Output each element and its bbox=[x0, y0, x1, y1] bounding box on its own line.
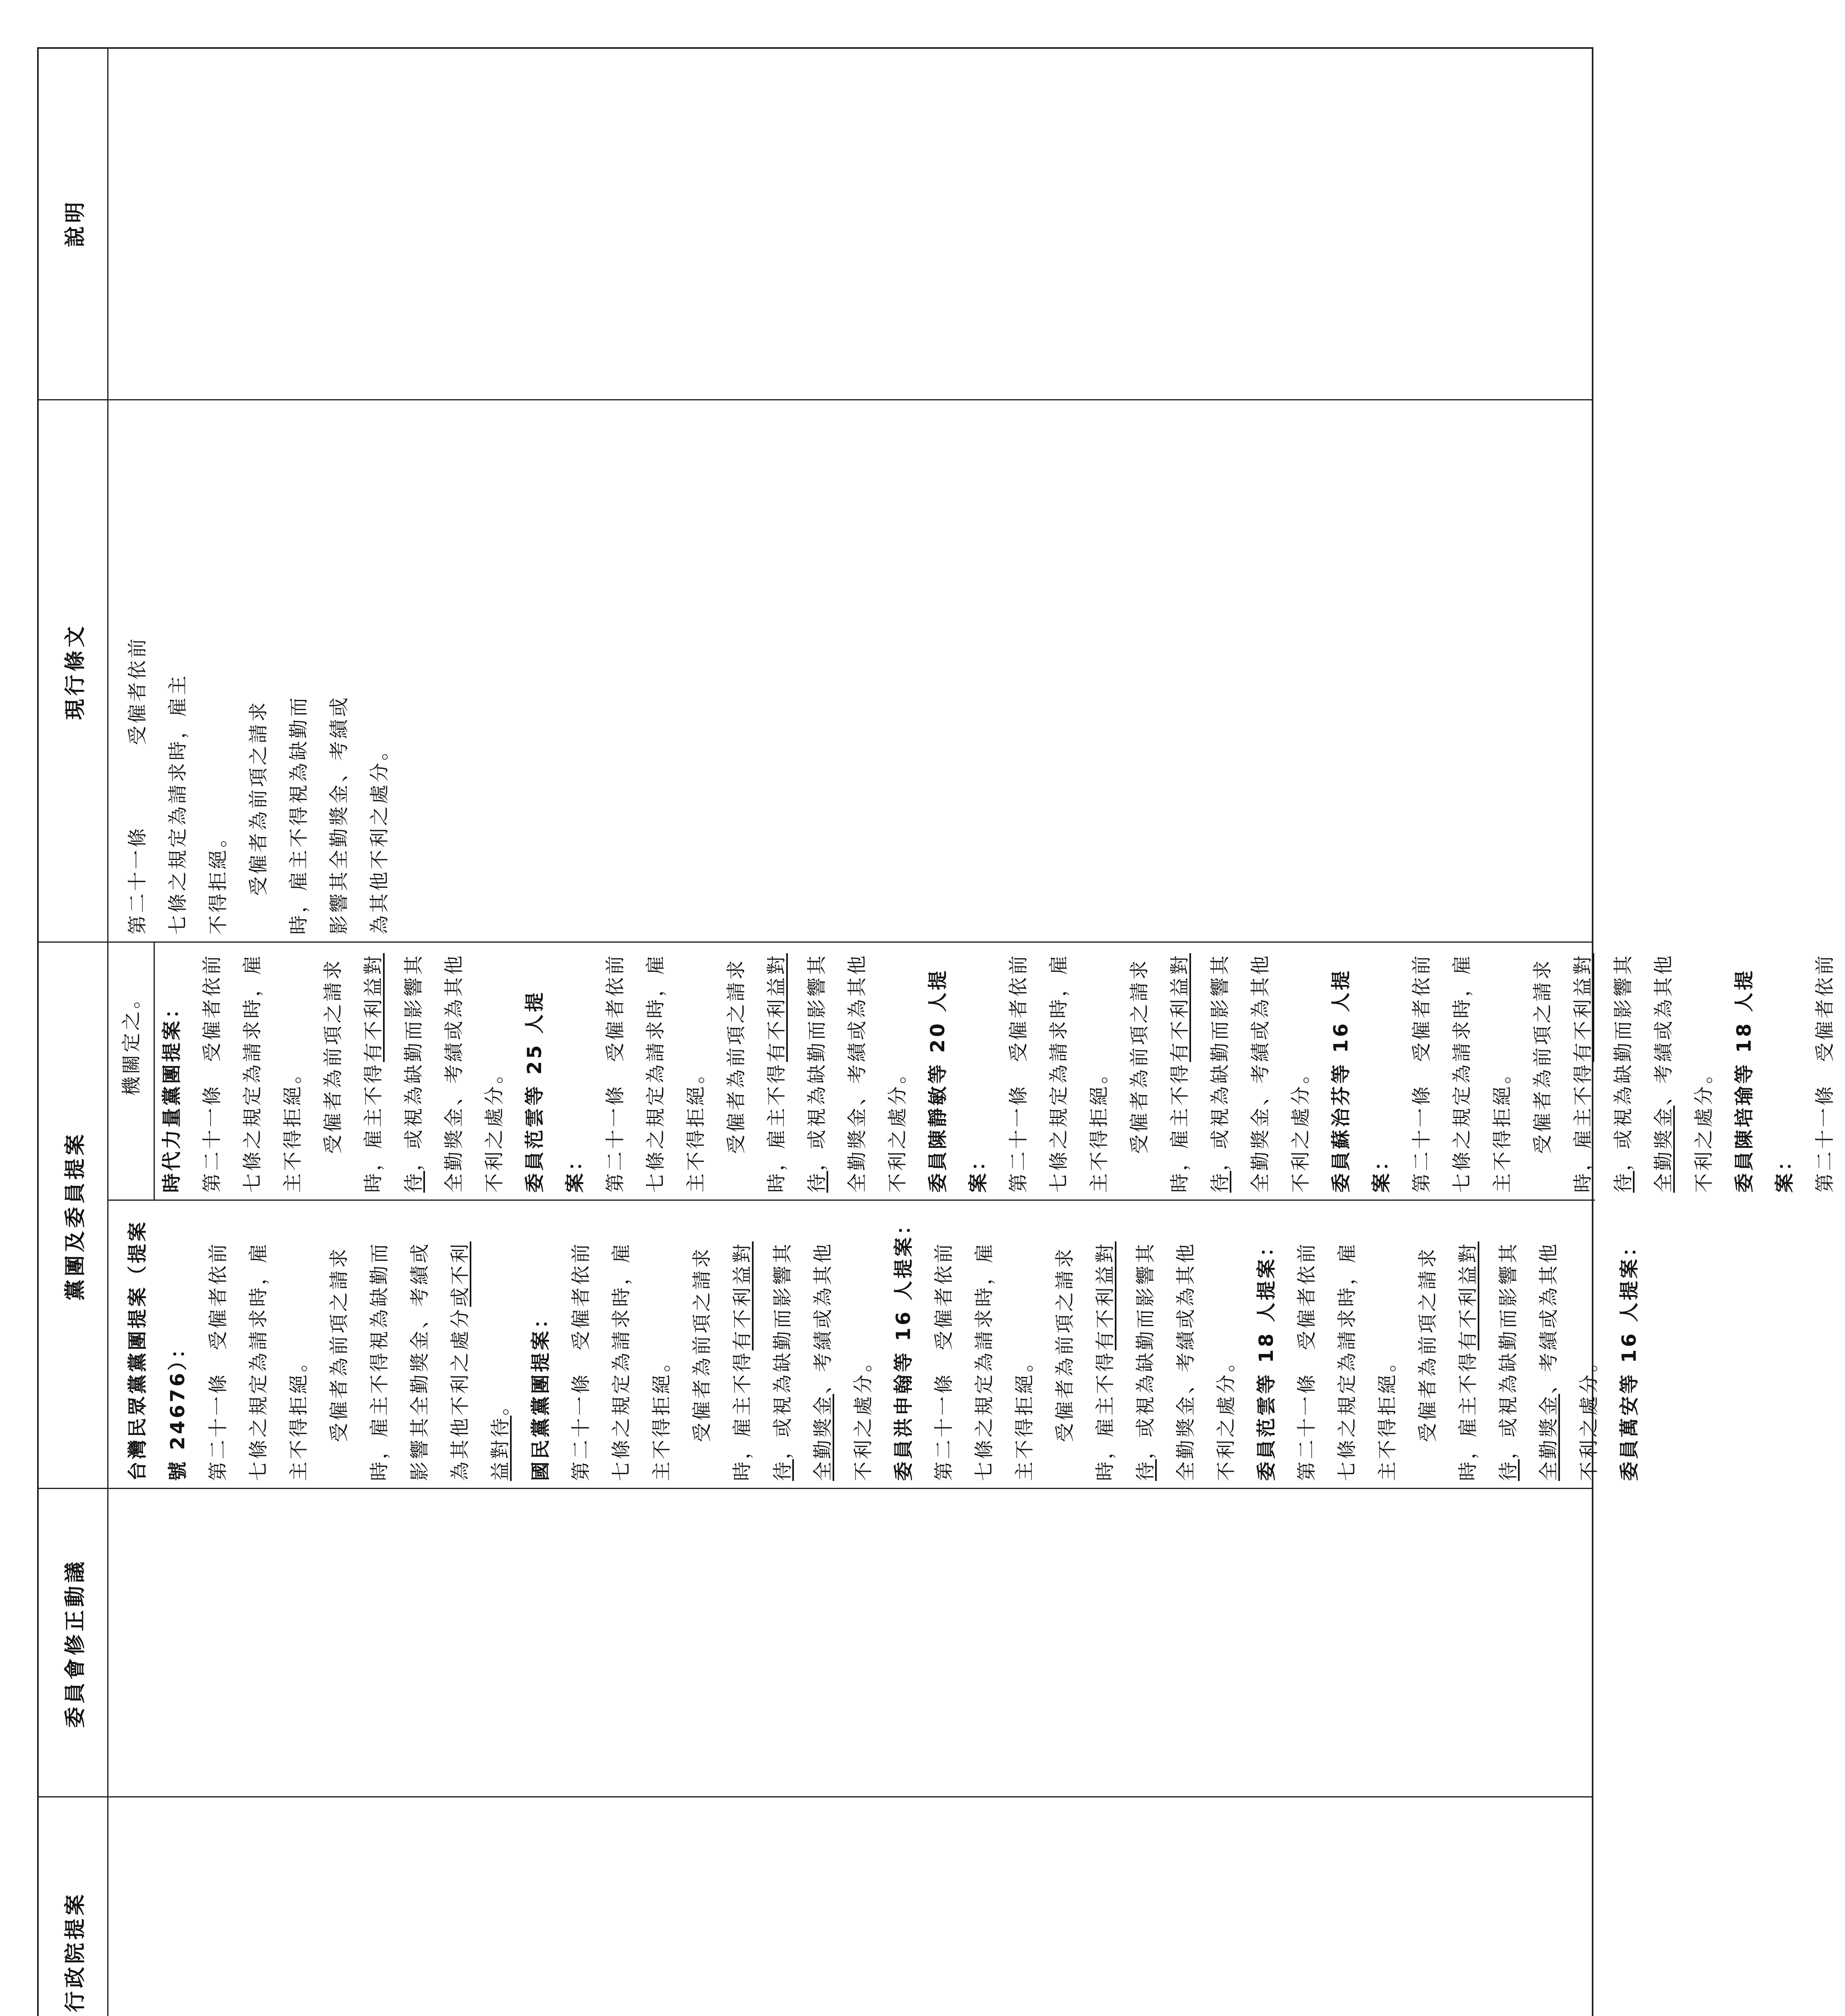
proposal-line bbox=[1125, 1207, 1166, 1481]
proposal-line: 七條之規定為請求時，雇 bbox=[1336, 1241, 1358, 1481]
proposal-line: 不利之處分。 bbox=[1215, 1350, 1237, 1481]
proposal-line: 第二十一條 受僱者依前 bbox=[933, 1241, 955, 1481]
header-current-article: 現行條文 bbox=[63, 623, 87, 720]
amended-text: 有不利益對 bbox=[765, 953, 788, 1062]
amended-text: 益對待 bbox=[489, 1415, 512, 1481]
continued-text: 機關定之。 bbox=[120, 987, 143, 1096]
header-executive-yuan-proposal: 行政院提案 bbox=[63, 1891, 87, 2012]
proposal-heading: 台灣民眾黨黨團提案（提案 bbox=[126, 1219, 149, 1481]
proposal-line bbox=[1160, 947, 1200, 1193]
proposal-line: 不利之處分。 bbox=[483, 1062, 506, 1193]
header-party-member-proposals: 黨團及委員提案 bbox=[63, 1131, 87, 1301]
proposal-line: 受僱者為前項之請求 bbox=[1416, 1246, 1439, 1442]
column-divider bbox=[39, 941, 1592, 943]
column-divider bbox=[39, 399, 1592, 400]
current-line: 影響其全勤獎金、考績或 bbox=[328, 695, 350, 935]
header-divider bbox=[107, 49, 108, 2016]
article-title: 第二十一條 bbox=[126, 825, 149, 935]
amended-text: 有不利益對 bbox=[731, 1241, 754, 1350]
proposal-line bbox=[1488, 1207, 1528, 1481]
current-line: 不得拒絕。 bbox=[207, 825, 229, 935]
amended-text: 待 bbox=[1134, 1459, 1157, 1481]
proposal-line: 主不得拒絕。 bbox=[685, 1062, 707, 1193]
current-article bbox=[117, 406, 400, 935]
proposal-text: 時，雇主不得 bbox=[765, 1062, 788, 1193]
proposal-text: 、考績或為其他 bbox=[1652, 953, 1675, 1106]
proposal-text: 時，雇主不得 bbox=[1168, 1062, 1191, 1193]
proposal-heading: 委員陳培瑜等 18 人提案： bbox=[1733, 968, 1796, 1193]
proposal-line: 時，雇主不得視為缺勤而 bbox=[368, 1241, 391, 1481]
proposal-heading: 時代力量黨團提案： bbox=[160, 996, 183, 1193]
header-committee-motion: 委員會修正動議 bbox=[63, 1558, 87, 1728]
proposal-text: 、考績或為其他 bbox=[1537, 1241, 1560, 1394]
amended-text: 全勤獎金 bbox=[1652, 1105, 1675, 1193]
proposal-heading: 委員陳靜敏等 20 人提案： bbox=[927, 968, 989, 1193]
amended-text: 待 bbox=[806, 1170, 828, 1193]
proposal-line: 全勤獎金、考績或為其他 bbox=[1249, 953, 1272, 1193]
proposal-line: 第二十一條 受僱者依前 bbox=[1814, 953, 1836, 1193]
proposal-text: ，或視為缺勤而影響其 bbox=[771, 1241, 794, 1459]
proposal-line bbox=[1085, 1207, 1125, 1481]
proposal-line: 主不得拒絕。 bbox=[1491, 1062, 1514, 1193]
proposal-text: ，或視為缺勤而影響其 bbox=[806, 953, 828, 1171]
column-divider bbox=[39, 1796, 1592, 1797]
proposal-line: 第二十一條 受僱者依前 bbox=[1295, 1241, 1318, 1481]
proposal-line: 第二十一條 受僱者依前 bbox=[1007, 953, 1030, 1193]
proposal-line: 第二十一條 受僱者依前 bbox=[201, 953, 223, 1193]
proposal-line: 主不得拒絕。 bbox=[1013, 1350, 1036, 1481]
amended-text: 有不利益對 bbox=[362, 953, 385, 1062]
current-line: 七條之規定為請求時，雇主 bbox=[167, 673, 189, 935]
proposal-line bbox=[803, 1207, 843, 1481]
proposal-line: 第二十一條 受僱者依前 bbox=[207, 1241, 229, 1481]
proposal-line: 受僱者為前項之請求 bbox=[691, 1246, 713, 1442]
proposal-line bbox=[1563, 947, 1603, 1193]
proposals-subdivider bbox=[107, 1200, 1595, 1201]
proposal-line: 七條之規定為請求時，雇 bbox=[1451, 953, 1473, 1193]
current-line: 受僱者為前項之請求 bbox=[247, 700, 270, 896]
comparison-table bbox=[37, 47, 1836, 2016]
proposal-line bbox=[394, 947, 434, 1193]
proposal-line bbox=[762, 1207, 803, 1481]
proposal-line bbox=[1603, 947, 1643, 1193]
current-line: 為其他不利之處分。 bbox=[368, 738, 391, 935]
proposal-heading: 委員范雲等 25 人提案： bbox=[523, 990, 586, 1193]
amended-text: 待 bbox=[1209, 1170, 1231, 1193]
article-text: 受僱者依前 bbox=[126, 636, 149, 745]
proposal-heading: 委員萬安等 16 人提案： bbox=[1618, 1235, 1641, 1481]
proposal-line: 主不得拒絕。 bbox=[650, 1350, 673, 1481]
proposal-line: 受僱者為前項之請求 bbox=[1054, 1246, 1076, 1442]
column-divider bbox=[39, 1488, 1592, 1489]
proposal-heading: 號 24676）： bbox=[167, 1337, 189, 1481]
proposal-line: 主不得拒絕。 bbox=[281, 1062, 304, 1193]
current-line bbox=[117, 406, 158, 935]
proposal-line: 第二十一條 受僱者依前 bbox=[570, 1241, 592, 1481]
proposal-line: 主不得拒絕。 bbox=[1088, 1062, 1110, 1193]
proposal-text: 為其他不利之處分 bbox=[449, 1306, 471, 1481]
amended-text: 全勤獎金 bbox=[812, 1393, 834, 1481]
proposal-line: 受僱者為前項之請求 bbox=[322, 958, 344, 1154]
proposal-text: 時，雇主不得 bbox=[731, 1350, 754, 1481]
proposals-left bbox=[117, 1207, 1649, 1481]
proposal-line bbox=[440, 1207, 480, 1481]
proposal-line bbox=[1200, 947, 1240, 1193]
proposal-line: 全勤獎金、考績或為其他 bbox=[846, 953, 868, 1193]
proposal-line bbox=[797, 947, 837, 1193]
proposal-text: 、考績或為其他 bbox=[812, 1241, 834, 1394]
proposal-line: 七條之規定為請求時，雇 bbox=[1047, 953, 1070, 1193]
amended-text: 或不利 bbox=[449, 1241, 471, 1307]
proposal-line: 不利之處分。 bbox=[1289, 1062, 1312, 1193]
proposal-line: 全勤獎金、考績或為其他 bbox=[443, 953, 465, 1193]
proposal-line: 七條之規定為請求時，雇 bbox=[610, 1241, 633, 1481]
amended-text: 有不利益對 bbox=[1457, 1241, 1479, 1350]
proposal-text: ，或視為缺勤而影響其 bbox=[1612, 953, 1635, 1171]
proposal-text: ，或視為缺勤而影響其 bbox=[402, 953, 425, 1171]
proposal-heading: 委員范雲等 18 人提案： bbox=[1255, 1235, 1278, 1481]
proposal-line bbox=[1643, 947, 1684, 1193]
proposal-line: 受僱者為前項之請求 bbox=[1531, 958, 1554, 1154]
proposal-heading: 委員蘇治芬等 16 人提案： bbox=[1330, 968, 1393, 1193]
proposal-line bbox=[480, 1207, 521, 1481]
proposal-line: 主不得拒絕。 bbox=[1376, 1350, 1399, 1481]
proposal-text: 時，雇主不得 bbox=[1094, 1350, 1116, 1481]
proposal-line: 主不得拒絕。 bbox=[287, 1350, 310, 1481]
proposal-line: 不利之處分。 bbox=[1578, 1350, 1600, 1481]
proposal-text: ，或視為缺勤而影響其 bbox=[1497, 1241, 1520, 1459]
proposal-line: 全勤獎金、考績或為其他 bbox=[1174, 1241, 1197, 1481]
proposal-line: 七條之規定為請求時，雇 bbox=[247, 1241, 270, 1481]
proposal-line: 不利之處分。 bbox=[1693, 1062, 1715, 1193]
proposal-text: 。 bbox=[489, 1393, 512, 1416]
proposal-text: 時，雇主不得 bbox=[362, 1062, 385, 1193]
proposal-line bbox=[1448, 1207, 1488, 1481]
amended-text: 有不利益對 bbox=[1168, 953, 1191, 1062]
proposal-line: 受僱者為前項之請求 bbox=[328, 1246, 350, 1442]
proposal-line bbox=[756, 947, 797, 1193]
amended-text: 待 bbox=[771, 1459, 794, 1481]
proposal-line: 七條之規定為請求時，雇 bbox=[644, 953, 667, 1193]
proposals-right bbox=[111, 947, 1845, 1193]
proposal-line: 不利之處分。 bbox=[852, 1350, 875, 1481]
amended-text: 待 bbox=[1497, 1459, 1520, 1481]
amended-text: 有不利益對 bbox=[1572, 953, 1594, 1062]
proposal-line bbox=[353, 947, 394, 1193]
proposal-text: 時，雇主不得 bbox=[1457, 1350, 1479, 1481]
amended-text: 全勤獎金 bbox=[1537, 1393, 1560, 1481]
proposal-line: 不利之處分。 bbox=[886, 1062, 909, 1193]
proposal-line: 受僱者為前項之請求 bbox=[725, 958, 748, 1154]
proposal-heading: 委員洪申翰等 16 人提案： bbox=[892, 1213, 915, 1481]
proposal-line: 受僱者為前項之請求 bbox=[1128, 958, 1151, 1154]
amended-text: 待 bbox=[1612, 1170, 1635, 1193]
proposal-text: 時，雇主不得 bbox=[1572, 1062, 1594, 1193]
proposal-line: 第二十一條 受僱者依前 bbox=[1410, 953, 1433, 1193]
amended-text: 有不利益對 bbox=[1094, 1241, 1116, 1350]
current-line: 時，雇主不得視為缺勤而 bbox=[287, 695, 310, 935]
proposal-line: 影響其全勤獎金、考績或 bbox=[408, 1241, 431, 1481]
header-explanation: 說明 bbox=[63, 199, 87, 248]
proposal-line: 第二十一條 受僱者依前 bbox=[604, 953, 627, 1193]
proposal-heading: 國民黨黨團提案： bbox=[529, 1306, 552, 1481]
proposal-line: 七條之規定為請求時，雇 bbox=[973, 1241, 995, 1481]
proposal-text: ，或視為缺勤而影響其 bbox=[1134, 1241, 1157, 1459]
proposal-line bbox=[722, 1207, 762, 1481]
proposal-line bbox=[1528, 1207, 1569, 1481]
proposal-text: ，或視為缺勤而影響其 bbox=[1209, 953, 1231, 1171]
proposal-line: 七條之規定為請求時，雇 bbox=[241, 953, 264, 1193]
amended-text: 待 bbox=[402, 1170, 425, 1193]
